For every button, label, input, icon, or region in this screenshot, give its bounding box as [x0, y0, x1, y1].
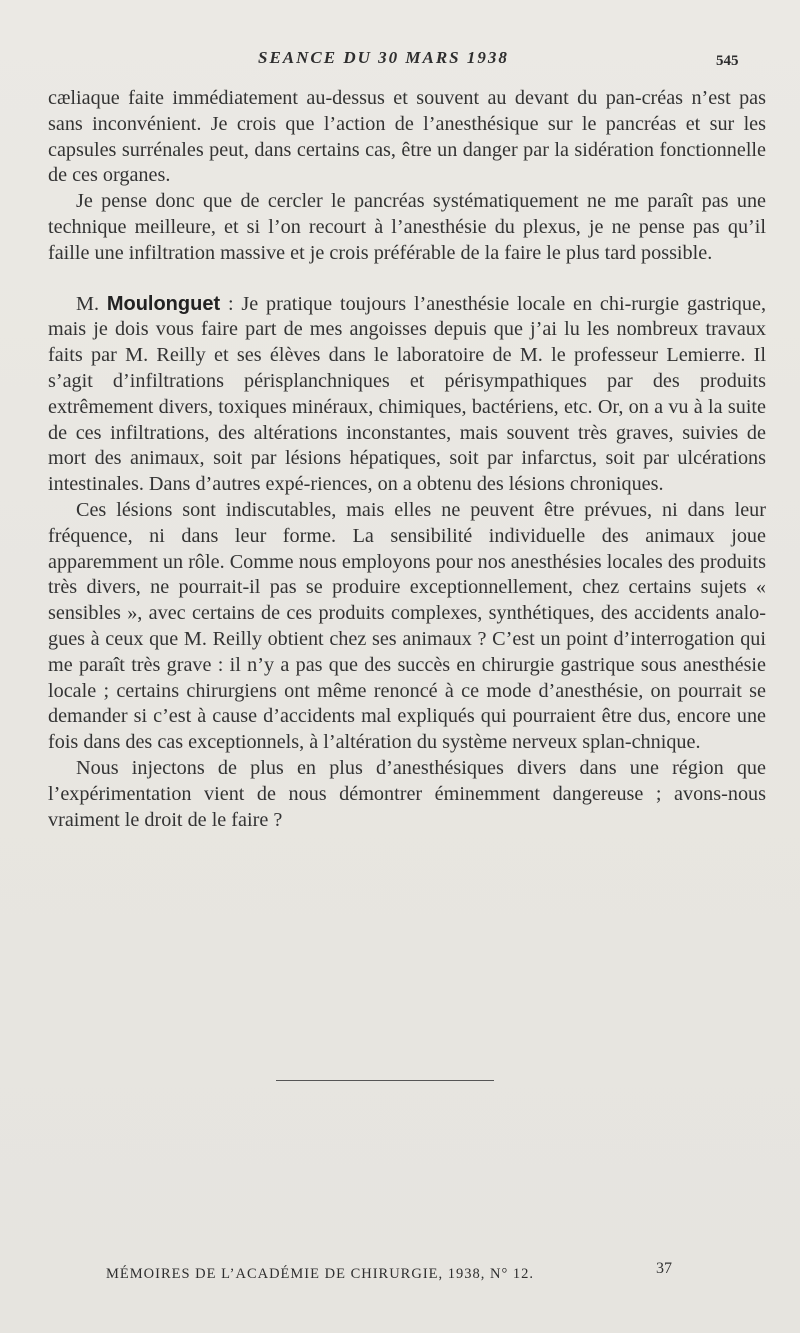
speaker-separator: : — [220, 292, 242, 315]
issue-number: 37 — [656, 1260, 672, 1277]
page-number: 545 — [716, 53, 739, 69]
body-text — [48, 86, 766, 833]
section-divider — [276, 1080, 494, 1081]
speaker-prefix: M. — [76, 292, 107, 315]
intervention-paragraph — [48, 292, 766, 498]
intervention-text: Je pratique toujours l’anesthésie locale en chi-rurgie gastrique, mais je dois vous faire part de mes angoisses depuis que j’ai lu les nombreux travaux faits par M. Reilly et ses élèves dans le laboratoire de M. le professeur Lemierre. Il s’agit d’infiltrations périsplanchniques et périsympathiques par des produits extrêmement divers, toxiques minéraux, chimiques, bactériens, etc. Or, on a vu à la suite de ces infiltrations, des altérations inconstantes, mais souvent très graves, suivies de mort des animaux, soit par lésions hépatiques, soit par infarctus, soit par ulcérations intestinales. Dans d’autres expé-riences, on a obtenu des lésions chroniques. — [48, 292, 767, 496]
running-title: SEANCE DU 30 MARS 1938 — [258, 48, 509, 67]
page-footer — [0, 1260, 800, 1290]
journal-citation: MÉMOIRES DE L’ACADÉMIE DE CHIRURGIE, 1938, N° 12. — [106, 1266, 535, 1282]
paragraph: Ces lésions sont indiscutables, mais elles ne peuvent être prévues, ni dans leur fréquence, ni dans leur forme. La sensibilité individuelle des animaux joue apparemment un rôle. Comme nous employons pour nos anesthésies locales des produits très divers, ne pourrait-il pas se produire exceptionnellement, chez certains sujets « sensibles », avec certains de ces produits complexes, synthétiques, des accidents analo-gues à ceux que M. Reilly obtient chez ses animaux ? C’est un point d’interrogation qui me paraît très grave : il n’y a pas que des succès en chirurgie gastrique sous anesthésie locale ; certains chirurgiens ont même renoncé à ce mode d’anesthésie, on pourrait se demander si c’est à cause d’accidents mal expliqués qui pourraient être dus, encore une fois dans des cas exceptionnels, à l’altération du système nerveux splan-chnique. — [48, 498, 766, 754]
speaker-name: Moulonguet — [106, 292, 221, 315]
paragraph: Nous injectons de plus en plus d’anesthésiques divers dans une région que l’expérimentation vient de nous démontrer éminemment dangereuse ; avons-nous vraiment le droit de le faire ? — [48, 756, 766, 831]
paragraph-continuation: cæliaque faite immédiatement au-dessus et souvent au devant du pan-créas n’est pas sans inconvénient. Je crois que l’action de l’anesthésique sur le pancréas et sur les capsules surrénales peut, dans certains cas, être un danger par la sidération fonctionnelle de ces organes. — [48, 87, 766, 187]
running-header — [0, 48, 800, 74]
paragraph: Je pense donc que de cercler le pancréas systématiquement ne me paraît pas une technique meilleure, et si l’on recourt à l’anesthésie du plexus, je ne pense pas qu’il faille une infiltration massive et je crois préférable de la faire le plus tard possible. — [48, 190, 766, 264]
